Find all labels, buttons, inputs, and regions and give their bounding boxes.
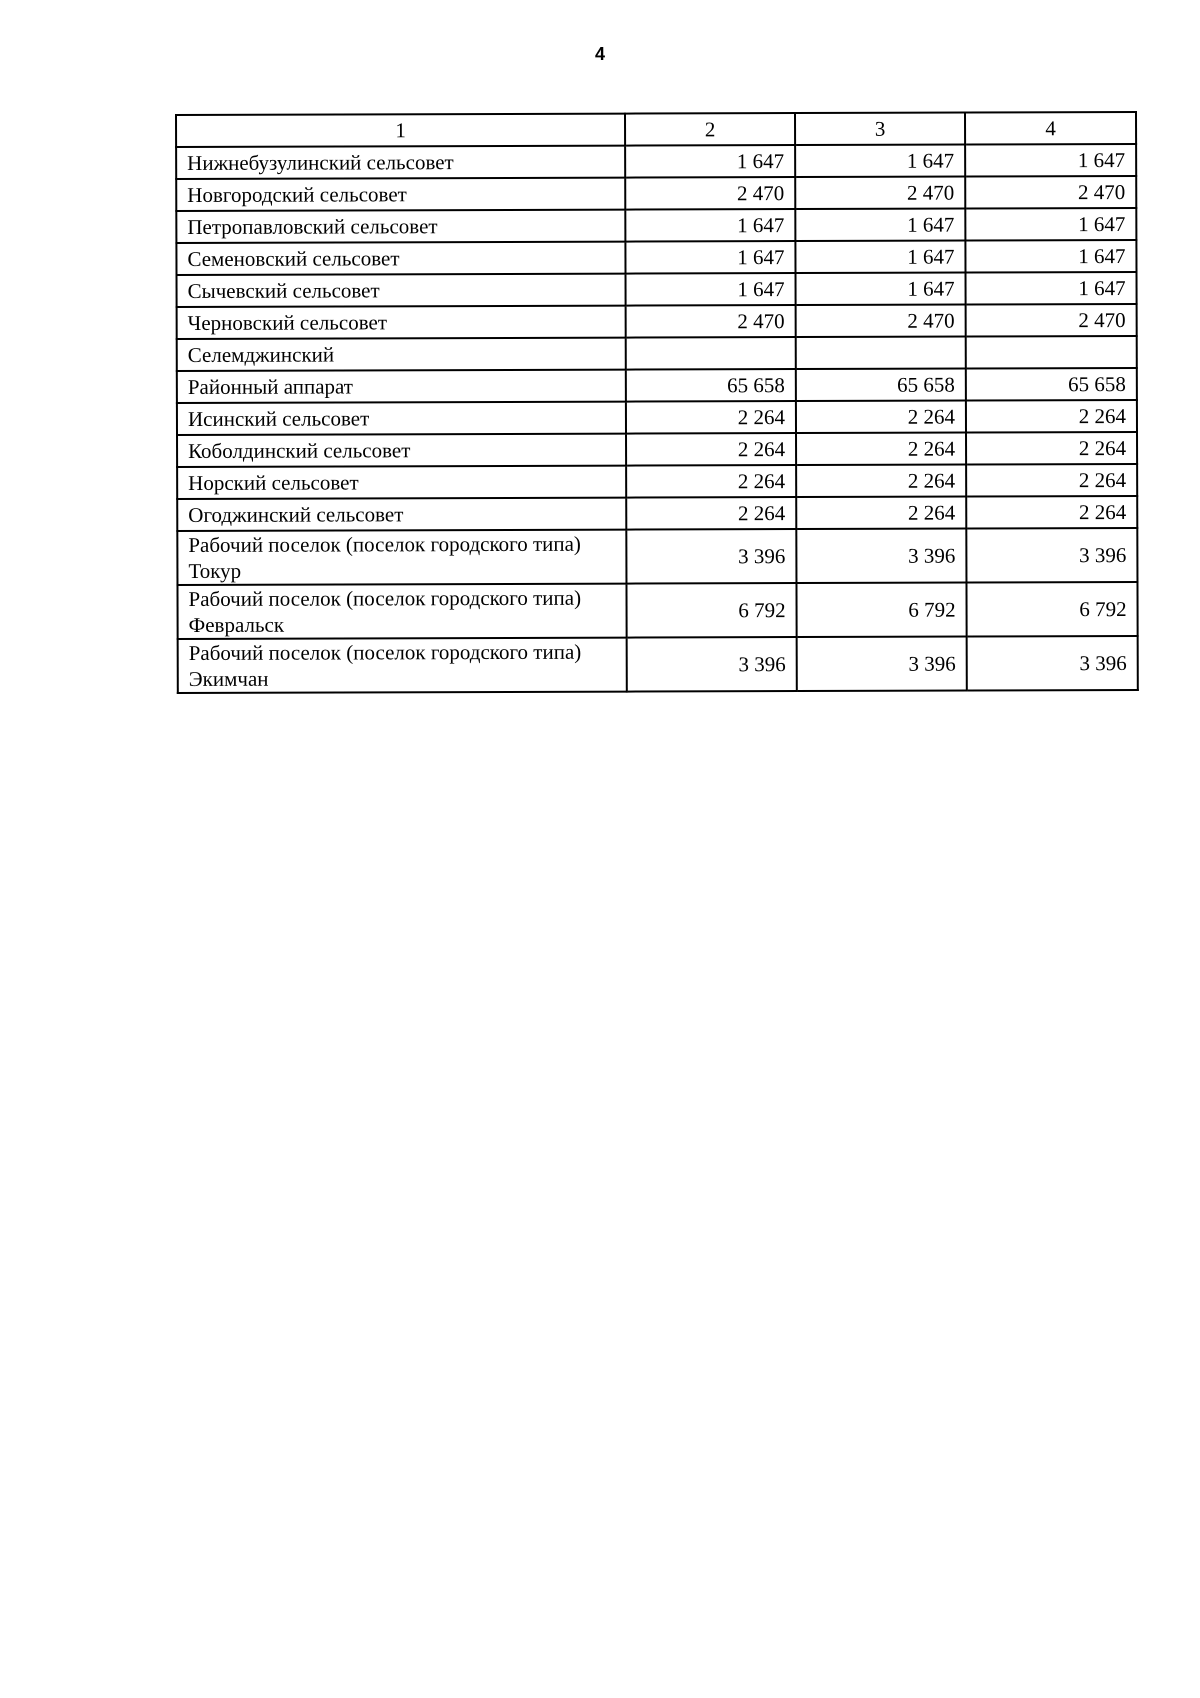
value-col-3: 3 396 [796, 529, 966, 584]
row-name: Рабочий поселок (поселок городского типа) Февральск [177, 584, 626, 639]
value-col-2: 1 647 [625, 241, 795, 274]
header-row [176, 112, 1136, 147]
value-col-2: 3 396 [627, 637, 797, 692]
value-col-3: 2 264 [796, 433, 966, 466]
value-col-2: 3 396 [626, 529, 796, 584]
row-name: Исинский сельсовет [177, 402, 626, 435]
value-col-3: 3 396 [797, 637, 967, 692]
value-col-4 [966, 336, 1137, 369]
table-row [177, 400, 1137, 435]
table-row [177, 304, 1137, 339]
value-col-2: 1 647 [626, 273, 796, 306]
value-col-3: 6 792 [796, 583, 966, 638]
table-row [177, 368, 1137, 403]
value-col-2: 2 470 [626, 305, 796, 338]
value-col-2 [626, 337, 796, 370]
value-col-3: 1 647 [795, 145, 965, 178]
data-table [175, 111, 1139, 694]
value-col-4: 2 264 [966, 432, 1137, 465]
table-row [177, 528, 1137, 585]
table-row [176, 176, 1136, 211]
value-col-2: 2 470 [625, 177, 795, 210]
column-header-1: 1 [176, 114, 625, 147]
value-col-3: 2 470 [796, 305, 966, 338]
value-col-2: 6 792 [626, 583, 796, 638]
value-col-2: 2 264 [626, 433, 796, 466]
value-col-4: 2 470 [966, 304, 1137, 337]
value-col-3: 1 647 [796, 273, 966, 306]
value-col-3: 2 264 [796, 401, 966, 434]
row-name: Черновский сельсовет [177, 306, 626, 339]
value-col-3: 2 470 [795, 177, 965, 210]
row-name: Рабочий поселок (поселок городского типа) Токур [177, 530, 626, 585]
column-header-2: 2 [625, 113, 795, 146]
value-col-2: 2 264 [626, 401, 796, 434]
value-col-2: 1 647 [625, 145, 795, 178]
row-name: Сычевский сельсовет [177, 274, 626, 307]
value-col-3: 2 264 [796, 497, 966, 530]
value-col-2: 2 264 [626, 465, 796, 498]
value-col-4: 1 647 [966, 272, 1137, 305]
data-table-container [175, 111, 1137, 694]
value-col-4: 3 396 [966, 528, 1137, 583]
row-name: Семеновский сельсовет [176, 242, 625, 275]
value-col-2: 65 658 [626, 369, 796, 402]
table-row [177, 432, 1137, 467]
value-col-2: 2 264 [626, 497, 796, 530]
row-name: Районный аппарат [177, 370, 626, 403]
column-header-4: 4 [965, 112, 1136, 145]
value-col-3: 2 264 [796, 465, 966, 498]
table-row [177, 496, 1137, 531]
row-name: Новгородский сельсовет [176, 178, 625, 211]
column-header-3: 3 [795, 113, 965, 146]
value-col-4: 1 647 [965, 208, 1136, 241]
row-name: Коболдинский сельсовет [177, 434, 626, 467]
value-col-4: 2 264 [966, 496, 1137, 529]
table-row [176, 144, 1136, 179]
table-row [178, 636, 1138, 693]
table-row [177, 464, 1137, 499]
page-number: 4 [594, 44, 605, 64]
value-col-4: 1 647 [965, 240, 1136, 273]
row-name: Петропавловский сельсовет [176, 210, 625, 243]
value-col-3: 1 647 [795, 209, 965, 242]
value-col-4: 65 658 [966, 368, 1137, 401]
row-name: Селемджинский [177, 338, 626, 371]
table-row [176, 240, 1136, 275]
value-col-3: 1 647 [795, 241, 965, 274]
value-col-2: 1 647 [625, 209, 795, 242]
value-col-4: 1 647 [965, 144, 1136, 177]
table-row [176, 208, 1136, 243]
value-col-4: 3 396 [967, 636, 1138, 691]
table-row [177, 336, 1137, 371]
value-col-4: 2 264 [966, 400, 1137, 433]
value-col-4: 2 264 [966, 464, 1137, 497]
value-col-4: 6 792 [966, 582, 1137, 637]
row-name: Огоджинский сельсовет [177, 498, 626, 531]
table-row [177, 582, 1137, 639]
row-name: Нижнебузулинский сельсовет [176, 146, 625, 179]
value-col-3: 65 658 [796, 369, 966, 402]
value-col-4: 2 470 [965, 176, 1136, 209]
row-name: Рабочий поселок (поселок городского типа) Экимчан [178, 638, 627, 693]
table-row [177, 272, 1137, 307]
value-col-3 [796, 337, 966, 370]
row-name: Норский сельсовет [177, 466, 626, 499]
